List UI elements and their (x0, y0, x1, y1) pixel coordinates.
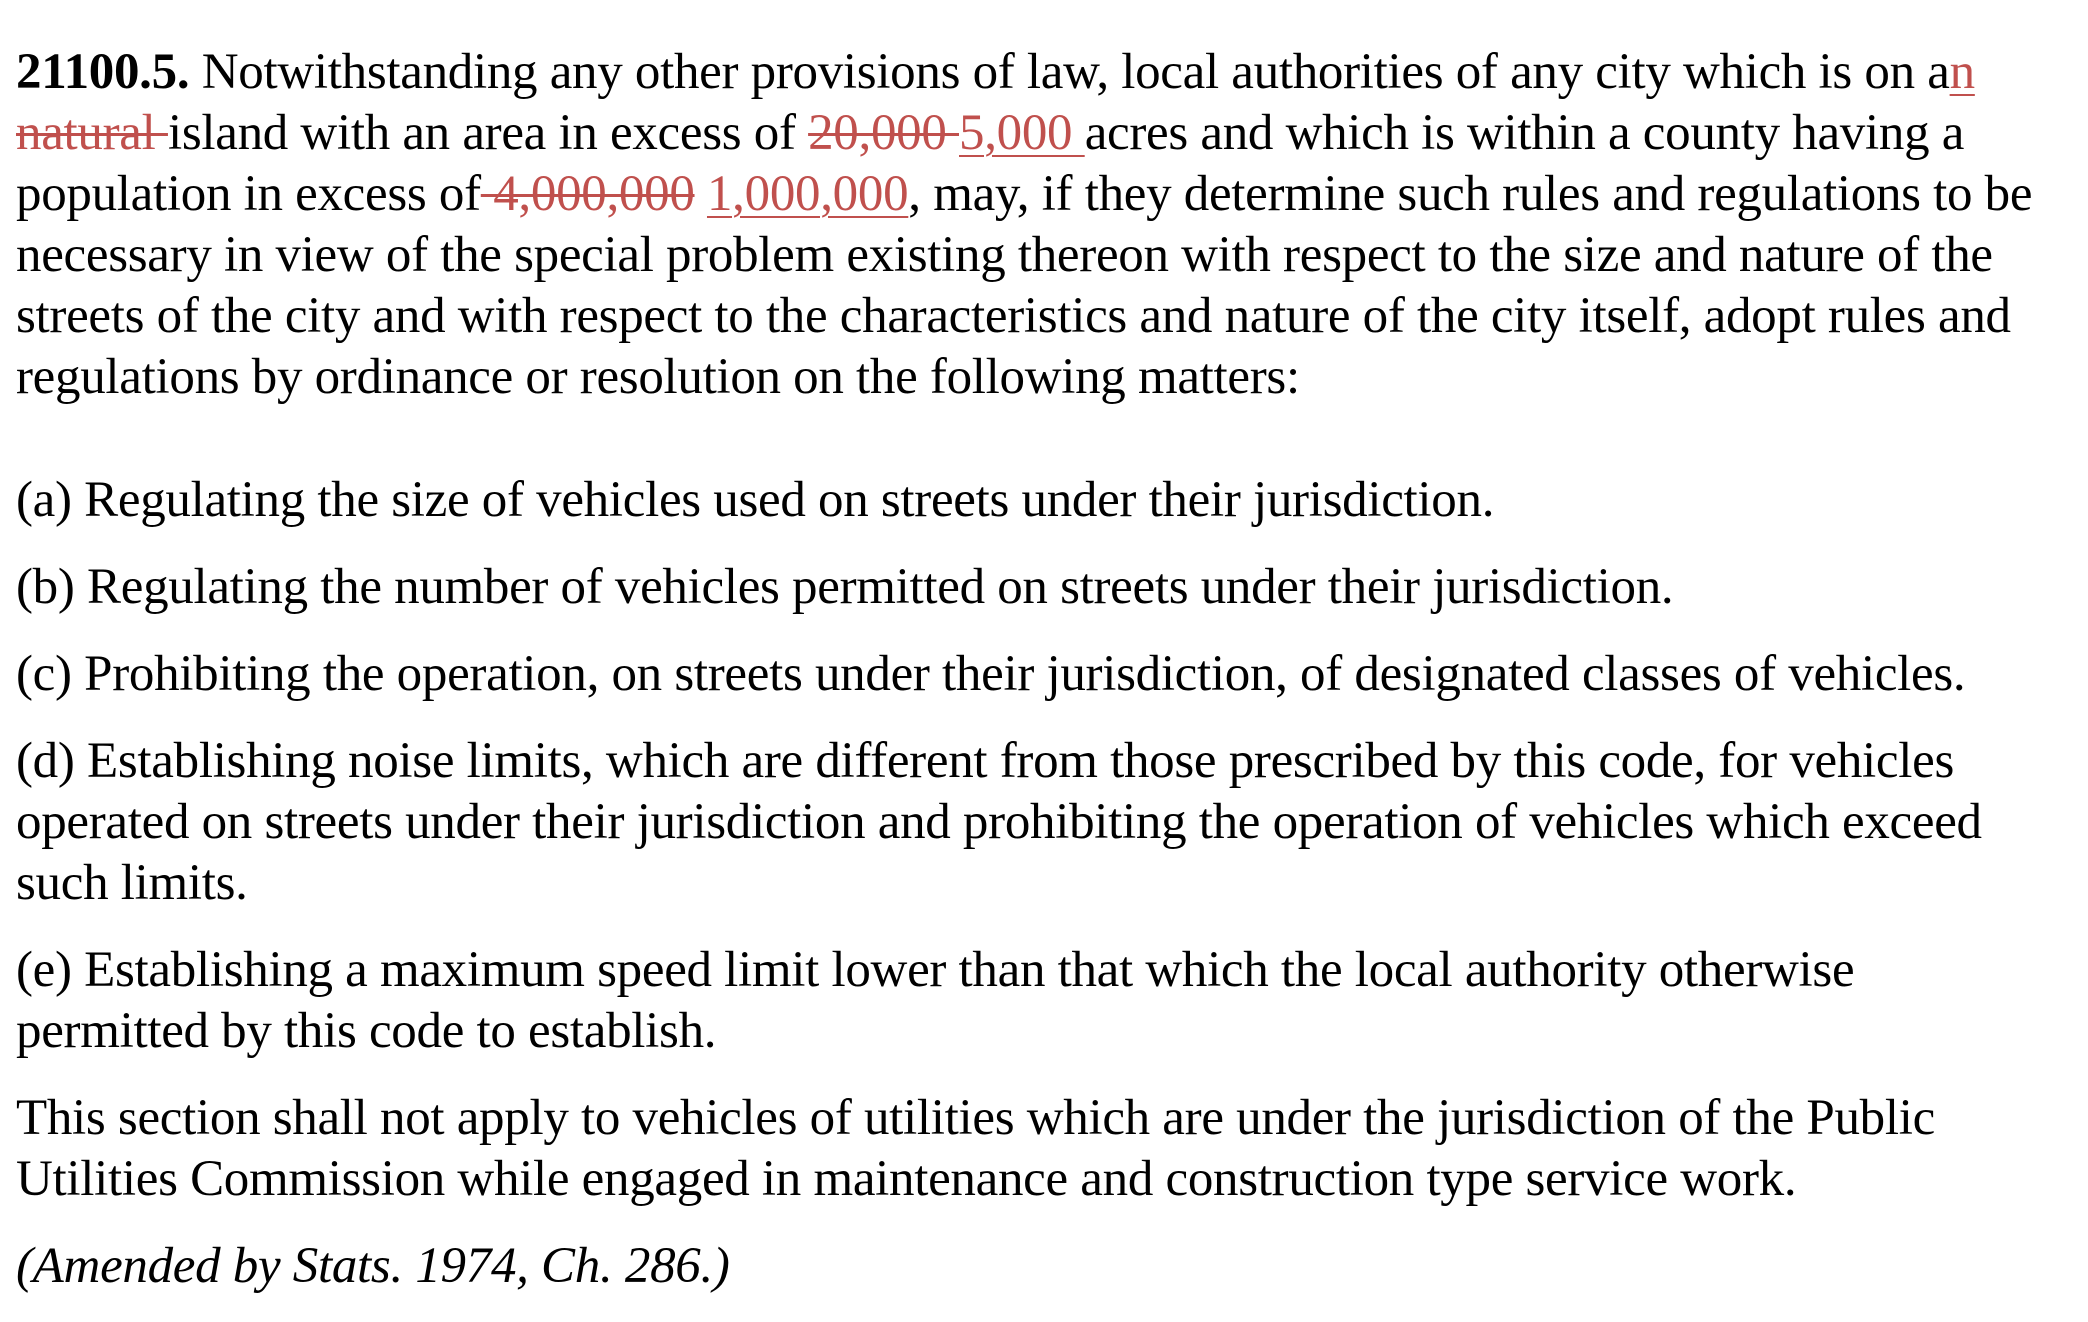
deleted-text: natural (16, 105, 168, 161)
deleted-text: 20,000 (808, 105, 959, 161)
text-segment: island with an area in excess of (167, 105, 809, 161)
item-a: (a) Regulating the size of vehicles used on streets under their jurisdiction. (16, 472, 1495, 528)
text-segment (695, 166, 707, 222)
item-c: (c) Prohibiting the operation, on streets under their jurisdiction, of designated classes of vehicles. (16, 646, 1966, 702)
item-e: (e) Establishing a maximum speed limit lower than that which the local authority otherwise permitted by this code to establish. (16, 942, 1855, 1059)
inserted-text: 5,000 (959, 105, 1085, 161)
history-text: (Amended by Stats. 1974, Ch. 286.) (16, 1238, 730, 1294)
text-segment: , may, if they determine such rules and regulations to be necessary in view of the special problem existing thereon with respect to the size and nature of the streets of the city and with respect to the characteristics and nature of the city itself, adopt rules and regulations by ordinance or resolution on the following matters: (16, 166, 2033, 405)
section-intro (16, 42, 2086, 408)
intro-text (16, 44, 2032, 405)
history-note (16, 1236, 2086, 1297)
inserted-text: n (1949, 44, 1975, 100)
deleted-text: 4,000,000 (480, 166, 695, 222)
inserted-text: 1,000,000 (706, 166, 909, 222)
text-segment: acres and which is within a county having a population in excess of (16, 105, 1965, 222)
closing-paragraph: This section shall not apply to vehicles of utilities which are under the jurisdiction of the Public Utilities Commission while engaged in maintenance and construction type service work. (16, 1090, 1935, 1207)
section-number: 21100.5. (16, 44, 190, 100)
item-d: (d) Establishing noise limits, which are different from those prescribed by this code, for vehicles operated on streets under their jurisdiction and prohibiting the operation of vehicles which exceed such limits. (16, 733, 1982, 911)
item-b: (b) Regulating the number of vehicles permitted on streets under their jurisdiction. (16, 559, 1674, 615)
text-segment: Notwithstanding any other provisions of law, local authorities of any city which is on a (189, 44, 1950, 100)
